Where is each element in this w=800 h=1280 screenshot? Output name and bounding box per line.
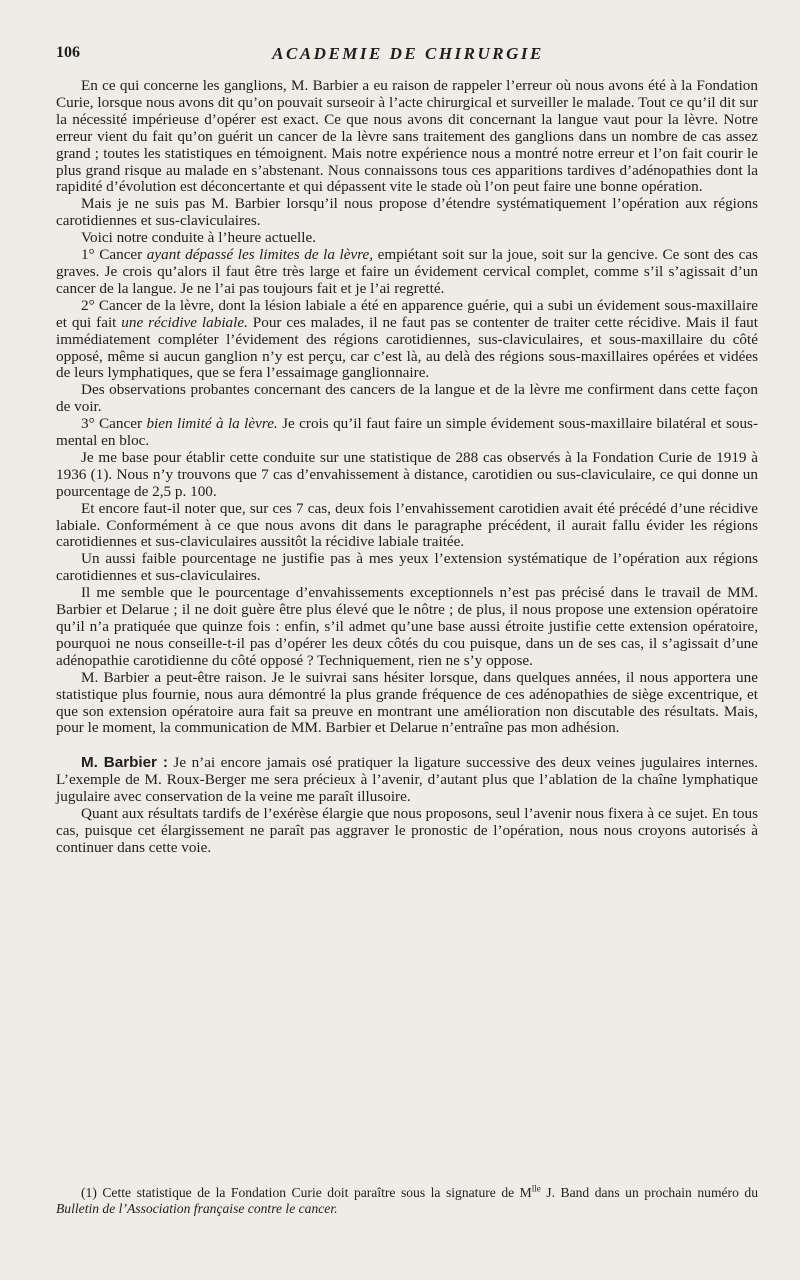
text-run: empiétant soit sur la joue, soit sur la gencive. Ce sont des cas graves. Je crois qu’alors il faut être très large et faire un évidement cervical complet, comme s’il s’agissait d’un cancer de la langue. Je ne l’ai pas toujours fait et je l’ai regretté. [56, 246, 758, 297]
paragraph: En ce qui concerne les ganglions, M. Barbier a eu raison de rappeler l’erreur où nous avons été à la Fondation Curie, lorsque nous avons dit qu’on pouvait surseoir à l’acte chirurgical et surveiller le malade. Tout ce qu’il dit sur la nécessité impérieuse d’opérer est exact. Ce que nous avons dit concernant la langue vaut pour la lèvre. Notre erreur vient du fait qu’on guérit un cancer de la lèvre sans traitement des ganglions dans un nombre de cas assez grand ; toutes les statistiques en témoignent. Mais notre expérience nous a montré notre erreur et l’on fait courir le plus grand risque au malade en s’abstenant. Nous connaissons tous ces apparitions tardives d’adénopathies dont la rapidité d’évolution est déconcertante et qui dépassent vite le stade où l’on peut faire une bonne opération. [56, 77, 758, 196]
paragraph: Et encore faut-il noter que, sur ces 7 cas, deux fois l’envahissement carotidien avait été précédé d’une récidive labiale. Conformément à ce que nous avons dit dans le paragraphe précédent, il aurait fallu évider les régions carotidiennes et sus-claviculaires aussitôt la récidive labiale traitée. [56, 499, 758, 551]
text-run: Je crois qu’il faut faire un simple évidement sous-maxillaire bilatéral et sous-mental en bloc. [56, 415, 759, 450]
paragraph: Des observations probantes concernant des cancers de la langue et de la lèvre me confirment dans cette façon de voir. [56, 381, 758, 416]
paragraph: Voici notre conduite à l’heure actuelle. [81, 229, 317, 247]
paragraph: Mais je ne suis pas M. Barbier lorsqu’il nous propose d’étendre systématiquement l’opération aux régions carotidiennes et sus-claviculaires. [56, 195, 758, 230]
text-run: Pour ces malades, il ne faut pas se contenter de traiter cette récidive. Mais il faut immédiatement compléter l’évidement des régions carotidiennes, sus-claviculaires, et sous-maxillaire du côté opposé, même si aucun ganglion n’y est perçu, car c’est là, au delà des régions sous-maxillaires opérées et vidées de leurs lymphatiques, que se fera l’essaimage ganglionnaire. [56, 313, 758, 382]
text-run: Je n’ai encore jamais osé pratiquer la ligature successive des deux veines jugulaires internes. L’exemple de M. Roux-Berger me sera précieux à l’avenir, d’autant plus que l’ablation de la chaîne lymphatique jugulaire avec conservation de la veine me paraît illusoire. [56, 754, 759, 806]
paragraph [56, 247, 758, 298]
paragraph [56, 755, 758, 806]
speaker-name: M. Barbier : [81, 754, 168, 772]
superscript: lle [531, 1183, 541, 1194]
paragraph: Quant aux résultats tardifs de l’exérèse élargie que nous proposons, seul l’avenir nous fixera à ce sujet. En tous cas, puisque cet élargissement ne paraît pas aggraver le pronostic de l’opération, nous nous croyons autorisés à continuer dans cette voie. [56, 805, 758, 856]
italic-text: une récidive labiale. [121, 313, 248, 331]
paragraph: M. Barbier a peut-être raison. Je le suivrai sans hésiter lorsque, dans quelques années, il nous apportera une statistique plus fournie, nous aura démontré la plus grande fréquence de ces adénopathies de siège excentrique, et que son extension opératoire aura fait sa preuve en montrant une amélioration non discutable des résultats. Mais, pour le moment, la communication de MM. Barbier et Delarue n’entraîne pas mon adhésion. [56, 668, 758, 737]
body-text [56, 78, 758, 857]
italic-text: ayant dépassé les limites de la lèvre, [146, 246, 374, 264]
running-title: ACADEMIE DE CHIRURGIE [272, 44, 544, 63]
text-run: (1) Cette statistique de la Fondation Curie doit paraître sous la signature de M [81, 1185, 532, 1200]
text-run: 2° Cancer de la lèvre, dont la lésion labiale a été en apparence guérie, qui a subi un évidement sous-maxillaire et qui fait [56, 296, 758, 331]
section-gap [56, 737, 758, 755]
page-number: 106 [56, 44, 80, 61]
paragraph [56, 298, 758, 383]
italic-text: Bulletin de l’Association française contre le cancer. [56, 1201, 338, 1216]
text-run: J. Band dans un prochain numéro du [540, 1185, 758, 1200]
footnote [56, 1185, 758, 1217]
italic-text: bien limité à la lèvre. [146, 415, 278, 433]
text-run: 1° Cancer [81, 246, 147, 264]
paragraph: Un aussi faible pourcentage ne justifie pas à mes yeux l’extension systématique de l’opération aux régions carotidiennes et sus-claviculaires. [56, 550, 758, 585]
page-header [56, 44, 760, 66]
paragraph [56, 416, 758, 450]
footnote-text [56, 1185, 758, 1217]
paragraph: Il me semble que le pourcentage d’envahissements exceptionnels n’est pas précisé dans le travail de MM. Barbier et Delarue ; il ne doit guère être plus élevé que le nôtre ; de plus, il nous propose une extension opératoire qu’il n’a pratiquée que quinze fois : enfin, s’il admet qu’une base aussi étroite justifie cette extension opératoire, pourquoi ne nous conseille-t-il pas d’opérer les deux côtés du cou puisque, dans un de ses cas, il s’agissait d’une adénopathie carotidienne du côté opposé ? Techniquement, rien ne s’y oppose. [56, 584, 758, 669]
paragraph: Je me base pour établir cette conduite sur une statistique de 288 cas observés à la Fondation Curie de 1919 à 1936 (1). Nous n’y trouvons que 7 cas d’envahissement à distance, carotidien ou sus-claviculaire, ce qui donne un pourcentage de 2,5 p. 100. [56, 448, 758, 500]
text-run: 3° Cancer [81, 415, 147, 433]
